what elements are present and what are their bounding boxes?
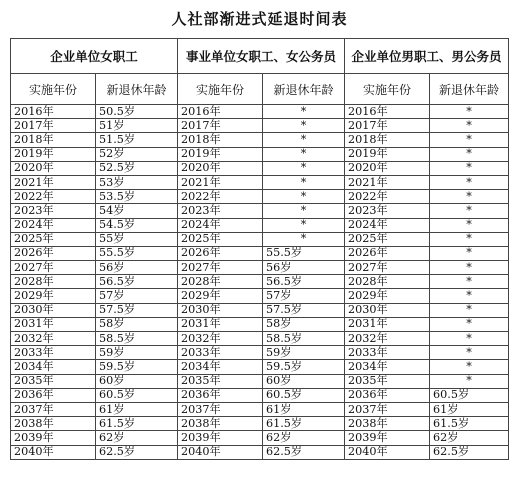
year-cell: 2030年 xyxy=(345,303,430,317)
retirement-age-cell: 60.5岁 xyxy=(263,388,345,402)
retirement-age-cell: 57岁 xyxy=(96,289,178,303)
year-cell: 2040年 xyxy=(345,445,430,459)
year-cell: 2038年 xyxy=(345,417,430,431)
group-header-enterprise-female: 企业单位女职工 xyxy=(11,39,178,74)
group-header-row xyxy=(11,39,509,74)
year-cell: 2026年 xyxy=(345,246,430,260)
retirement-age-cell: 53岁 xyxy=(96,175,178,189)
table-row xyxy=(11,175,509,189)
year-cell: 2027年 xyxy=(11,261,96,275)
year-cell: 2016年 xyxy=(345,105,430,119)
year-cell: 2036年 xyxy=(345,388,430,402)
retirement-age-cell: 61岁 xyxy=(96,402,178,416)
year-cell: 2021年 xyxy=(11,175,96,189)
year-cell: 2027年 xyxy=(345,261,430,275)
year-cell: 2033年 xyxy=(178,346,263,360)
year-cell: 2018年 xyxy=(345,133,430,147)
table-row xyxy=(11,190,509,204)
table-row xyxy=(11,289,509,303)
year-cell: 2033年 xyxy=(345,346,430,360)
retirement-age-cell: * xyxy=(430,332,509,346)
year-cell: 2026年 xyxy=(178,246,263,260)
retirement-age-cell: 62岁 xyxy=(430,431,509,445)
year-cell: 2028年 xyxy=(11,275,96,289)
column-header-year: 实施年份 xyxy=(11,74,96,105)
retirement-age-cell: 56.5岁 xyxy=(263,275,345,289)
retirement-age-cell: 57.5岁 xyxy=(96,303,178,317)
year-cell: 2030年 xyxy=(11,303,96,317)
year-cell: 2029年 xyxy=(11,289,96,303)
retirement-age-cell: 60.5岁 xyxy=(430,388,509,402)
year-cell: 2023年 xyxy=(345,204,430,218)
retirement-age-cell: 50.5岁 xyxy=(96,105,178,119)
year-cell: 2023年 xyxy=(11,204,96,218)
year-cell: 2036年 xyxy=(11,388,96,402)
retirement-age-cell: 52岁 xyxy=(96,147,178,161)
retirement-age-cell: 61.5岁 xyxy=(430,417,509,431)
year-cell: 2035年 xyxy=(178,374,263,388)
year-cell: 2022年 xyxy=(11,190,96,204)
year-cell: 2025年 xyxy=(11,232,96,246)
retirement-age-cell: * xyxy=(263,218,345,232)
retirement-age-cell: * xyxy=(430,119,509,133)
year-cell: 2016年 xyxy=(11,105,96,119)
table-row xyxy=(11,417,509,431)
year-cell: 2028年 xyxy=(345,275,430,289)
year-cell: 2017年 xyxy=(345,119,430,133)
retirement-age-cell: * xyxy=(263,190,345,204)
retirement-age-cell: 60.5岁 xyxy=(96,388,178,402)
retirement-age-cell: * xyxy=(430,218,509,232)
table-row xyxy=(11,332,509,346)
retirement-age-cell: 61岁 xyxy=(430,402,509,416)
retirement-age-cell: * xyxy=(430,232,509,246)
year-cell: 2035年 xyxy=(345,374,430,388)
year-cell: 2020年 xyxy=(178,161,263,175)
year-cell: 2018年 xyxy=(11,133,96,147)
retirement-age-cell: * xyxy=(263,147,345,161)
retirement-age-cell: * xyxy=(430,161,509,175)
retirement-age-cell: 61岁 xyxy=(263,402,345,416)
table-row xyxy=(11,232,509,246)
retirement-age-cell: 55岁 xyxy=(96,232,178,246)
year-cell: 2027年 xyxy=(178,261,263,275)
table-row xyxy=(11,317,509,331)
year-cell: 2023年 xyxy=(178,204,263,218)
table-row xyxy=(11,360,509,374)
year-cell: 2016年 xyxy=(178,105,263,119)
table-row xyxy=(11,445,509,459)
table-row xyxy=(11,261,509,275)
retirement-age-cell: 53.5岁 xyxy=(96,190,178,204)
year-cell: 2022年 xyxy=(178,190,263,204)
retirement-age-cell: * xyxy=(430,147,509,161)
table-row xyxy=(11,346,509,360)
retirement-age-cell: * xyxy=(263,204,345,218)
table-row xyxy=(11,105,509,119)
retirement-age-cell: 61.5岁 xyxy=(96,417,178,431)
year-cell: 2032年 xyxy=(345,332,430,346)
year-cell: 2033年 xyxy=(11,346,96,360)
year-cell: 2038年 xyxy=(11,417,96,431)
column-header-year: 实施年份 xyxy=(178,74,263,105)
group-header-enterprise-male: 企业单位男职工、男公务员 xyxy=(345,39,509,74)
retirement-age-cell: 57.5岁 xyxy=(263,303,345,317)
year-cell: 2036年 xyxy=(178,388,263,402)
retirement-age-cell: * xyxy=(430,190,509,204)
year-cell: 2021年 xyxy=(178,175,263,189)
retirement-age-cell: 57岁 xyxy=(263,289,345,303)
group-header-institution-female: 事业单位女职工、女公务员 xyxy=(178,39,345,74)
retirement-age-cell: 62.5岁 xyxy=(96,445,178,459)
retirement-age-cell: 62.5岁 xyxy=(430,445,509,459)
retirement-age-cell: * xyxy=(430,204,509,218)
year-cell: 2024年 xyxy=(345,218,430,232)
retirement-age-cell: 59.5岁 xyxy=(96,360,178,374)
year-cell: 2039年 xyxy=(11,431,96,445)
retirement-age-cell: * xyxy=(430,275,509,289)
retirement-age-cell: 52.5岁 xyxy=(96,161,178,175)
table-row xyxy=(11,133,509,147)
retirement-age-cell: * xyxy=(263,175,345,189)
retirement-age-cell: 61.5岁 xyxy=(263,417,345,431)
column-header-row xyxy=(11,74,509,105)
year-cell: 2034年 xyxy=(11,360,96,374)
year-cell: 2031年 xyxy=(345,317,430,331)
year-cell: 2021年 xyxy=(345,175,430,189)
year-cell: 2024年 xyxy=(11,218,96,232)
year-cell: 2040年 xyxy=(11,445,96,459)
retirement-age-cell: 56.5岁 xyxy=(96,275,178,289)
retirement-age-cell: 60岁 xyxy=(263,374,345,388)
retirement-age-cell: 51岁 xyxy=(96,119,178,133)
column-header-year: 实施年份 xyxy=(345,74,430,105)
retirement-age-cell: * xyxy=(430,346,509,360)
year-cell: 2030年 xyxy=(178,303,263,317)
retirement-age-cell: 58.5岁 xyxy=(96,332,178,346)
year-cell: 2031年 xyxy=(11,317,96,331)
retirement-age-cell: * xyxy=(430,246,509,260)
table-row xyxy=(11,402,509,416)
retirement-age-cell: 62岁 xyxy=(263,431,345,445)
retirement-age-cell: * xyxy=(430,289,509,303)
retirement-age-cell: * xyxy=(430,317,509,331)
year-cell: 2039年 xyxy=(345,431,430,445)
year-cell: 2029年 xyxy=(345,289,430,303)
year-cell: 2024年 xyxy=(178,218,263,232)
year-cell: 2017年 xyxy=(11,119,96,133)
retirement-age-cell: 62.5岁 xyxy=(263,445,345,459)
retirement-age-cell: * xyxy=(263,161,345,175)
year-cell: 2032年 xyxy=(11,332,96,346)
year-cell: 2025年 xyxy=(178,232,263,246)
retirement-age-cell: * xyxy=(430,261,509,275)
retirement-age-cell: * xyxy=(430,105,509,119)
table-row xyxy=(11,119,509,133)
year-cell: 2022年 xyxy=(345,190,430,204)
table-row xyxy=(11,303,509,317)
year-cell: 2025年 xyxy=(345,232,430,246)
retirement-age-cell: 62岁 xyxy=(96,431,178,445)
retirement-age-cell: 54.5岁 xyxy=(96,218,178,232)
table-row xyxy=(11,218,509,232)
year-cell: 2018年 xyxy=(178,133,263,147)
retirement-age-cell: * xyxy=(430,374,509,388)
retirement-age-cell: * xyxy=(263,133,345,147)
year-cell: 2039年 xyxy=(178,431,263,445)
retirement-age-cell: * xyxy=(263,105,345,119)
year-cell: 2026年 xyxy=(11,246,96,260)
table-row xyxy=(11,147,509,161)
year-cell: 2037年 xyxy=(345,402,430,416)
retirement-age-cell: 55.5岁 xyxy=(263,246,345,260)
table-row xyxy=(11,161,509,175)
column-header-age: 新退休年龄 xyxy=(96,74,178,105)
year-cell: 2032年 xyxy=(178,332,263,346)
year-cell: 2031年 xyxy=(178,317,263,331)
table-row xyxy=(11,374,509,388)
year-cell: 2040年 xyxy=(178,445,263,459)
retirement-age-cell: 55.5岁 xyxy=(96,246,178,260)
year-cell: 2020年 xyxy=(11,161,96,175)
year-cell: 2038年 xyxy=(178,417,263,431)
table-row xyxy=(11,388,509,402)
retirement-age-cell: * xyxy=(263,119,345,133)
column-header-age: 新退休年龄 xyxy=(430,74,509,105)
document-title: 人社部渐进式延退时间表 xyxy=(171,10,348,28)
table-body xyxy=(11,105,509,460)
table-row xyxy=(11,204,509,218)
year-cell: 2019年 xyxy=(345,147,430,161)
retirement-age-cell: 58.5岁 xyxy=(263,332,345,346)
retirement-age-cell: * xyxy=(263,232,345,246)
retirement-age-cell: 51.5岁 xyxy=(96,133,178,147)
retirement-age-cell: * xyxy=(430,303,509,317)
year-cell: 2028年 xyxy=(178,275,263,289)
retirement-age-cell: 59岁 xyxy=(96,346,178,360)
year-cell: 2034年 xyxy=(178,360,263,374)
table-row xyxy=(11,246,509,260)
year-cell: 2019年 xyxy=(11,147,96,161)
retirement-age-cell: 58岁 xyxy=(263,317,345,331)
retirement-age-cell: 56岁 xyxy=(96,261,178,275)
year-cell: 2035年 xyxy=(11,374,96,388)
year-cell: 2020年 xyxy=(345,161,430,175)
retirement-age-cell: 56岁 xyxy=(263,261,345,275)
retirement-age-cell: 60岁 xyxy=(96,374,178,388)
retirement-age-cell: 59岁 xyxy=(263,346,345,360)
table-row xyxy=(11,431,509,445)
column-header-age: 新退休年龄 xyxy=(263,74,345,105)
year-cell: 2037年 xyxy=(178,402,263,416)
year-cell: 2029年 xyxy=(178,289,263,303)
retirement-age-cell: 58岁 xyxy=(96,317,178,331)
year-cell: 2019年 xyxy=(178,147,263,161)
year-cell: 2034年 xyxy=(345,360,430,374)
retirement-age-cell: * xyxy=(430,360,509,374)
retirement-age-cell: 59.5岁 xyxy=(263,360,345,374)
year-cell: 2037年 xyxy=(11,402,96,416)
year-cell: 2017年 xyxy=(178,119,263,133)
retirement-age-cell: 54岁 xyxy=(96,204,178,218)
table-row xyxy=(11,275,509,289)
retirement-age-cell: * xyxy=(430,175,509,189)
retirement-age-cell: * xyxy=(430,133,509,147)
retirement-schedule-table xyxy=(10,38,509,460)
